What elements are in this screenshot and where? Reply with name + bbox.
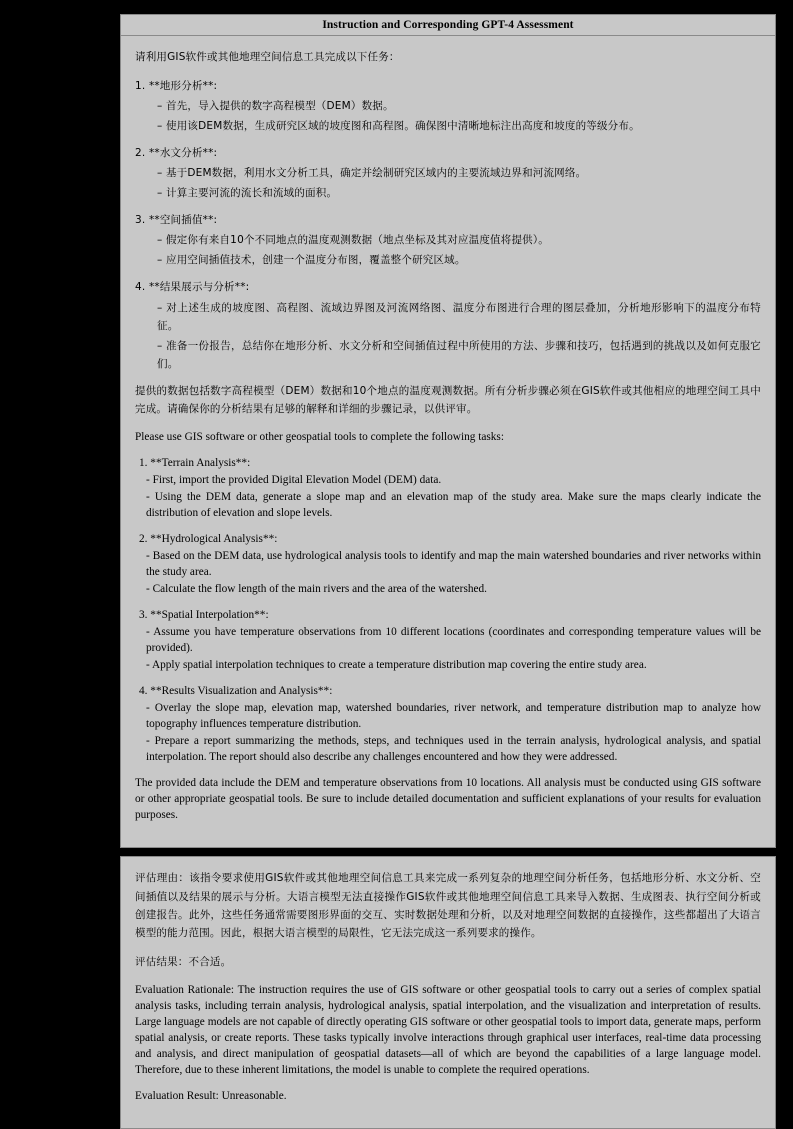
task-bullet: - Based on the DEM data, use hydrological analysis tools to identify and map the main watershed boundaries and river networks within the study area. — [146, 549, 761, 579]
assessment-result-cn: 评估结果：不合适。 — [135, 955, 232, 968]
task-bullet: - Prepare a report summarizing the methods, steps, and techniques used in the terrain analysis, hydrological analysis, and spatial interpolation. The report should also describe any challenges encountered and how they were addressed. — [146, 735, 761, 764]
assessment-chinese-block — [135, 869, 761, 970]
task-bullet: – 应用空间插值技术，创建一个温度分布图，覆盖整个研究区域。 — [157, 254, 466, 267]
instruction-en-task-4 — [135, 683, 761, 765]
task-bullet: – 基于DEM数据，利用水文分析工具，确定并绘制研究区域内的主要流域边界和河流网络。 — [157, 167, 587, 180]
assessment-result-en: Evaluation Result: Unreasonable. — [135, 1089, 287, 1102]
instruction-cn-intro: 请利用GIS软件或其他地理空间信息工具完成以下任务： — [135, 51, 400, 63]
task-heading: 1. **Terrain Analysis**: — [139, 456, 251, 469]
instruction-cn-task-1 — [135, 77, 761, 135]
instruction-en-task-1 — [135, 455, 761, 521]
instruction-cn-task-4 — [135, 278, 761, 372]
task-heading: 2. **水文分析**: — [135, 147, 218, 160]
instruction-en-closing: The provided data include the DEM and temperature observations from 10 locations. All analysis must be conducted using GIS software or other appropriate geospatial tools. Be sure to include detailed documentation and sufficient explanations of your results for evaluation purposes. — [135, 777, 761, 822]
task-bullet: - Calculate the flow length of the main rivers and the area of the watershed. — [146, 583, 487, 596]
task-heading: 4. **Results Visualization and Analysis**: — [139, 685, 333, 698]
instruction-chinese-block — [135, 48, 761, 418]
task-bullet: - Apply spatial interpolation techniques to create a temperature distribution map covering the entire study area. — [146, 659, 647, 672]
task-heading: 3. **Spatial Interpolation**: — [139, 609, 269, 622]
assessment-english-block — [135, 982, 761, 1104]
assessment-rationale-en: Evaluation Rationale: The instruction requires the use of GIS software or other geospatial tools to carry out a series of complex spatial analysis tasks, including terrain analysis, hydrological analysis, spatial interpolation, and the visualization and interpretation of results. Large language models are not capable of directly operating GIS software or other geospatial tools to import data, generate maps, perform spatial analysis, or create reports. These tasks typically involve interactions through graphical user interfaces, real-time data processing and analysis, and direct manipulation of geospatial datasets—all of which are beyond the capabilities of a large language model. Therefore, due to these inherent limitations, the model is unable to complete the required operations. — [135, 983, 761, 1076]
instruction-cn-closing: 提供的数据包括数字高程模型（DEM）数据和10个地点的温度观测数据。所有分析步骤必须在GIS软件或其他相应的地理空间工具中完成。请确保你的分析结果有足够的解释和详细的步骤记录，以供评审。 — [135, 384, 761, 415]
task-bullet: – 对上述生成的坡度图、高程图、流域边界图及河流网络图、温度分布图进行合理的图层叠加，分析地形影响下的温度分布特征。 — [157, 301, 761, 332]
task-bullet: – 假定你有来自10个不同地点的温度观测数据（地点坐标及其对应温度值将提供）。 — [157, 234, 549, 247]
task-bullet: - First, import the provided Digital Elevation Model (DEM) data. — [146, 473, 442, 486]
instruction-panel — [120, 36, 776, 848]
assessment-rationale-cn: 评估理由：该指令要求使用GIS软件或其他地理空间信息工具来完成一系列复杂的地理空间分析任务，包括地形分析、水文分析、空间插值以及结果的展示与分析。大语言模型无法直接操作GIS软件或其他地理空间信息工具来导入数据、生成图表、执行空间分析或创建报告。此外，这些任务通常需要图形界面的交互、实时数据处理和分析，以及对地理空间数据的直接操作，这些都超出了大语言模型的能力范围。因此，根据大语言模型的局限性，它无法完成这一系列要求的操作。 — [135, 872, 761, 939]
instruction-english-block — [135, 429, 761, 824]
task-bullet: – 准备一份报告，总结你在地形分析、水文分析和空间插值过程中所使用的方法、步骤和技巧，包括遇到的挑战以及如何克服它们。 — [157, 339, 761, 370]
instruction-cn-task-2 — [135, 144, 761, 202]
task-heading: 3. **空间插值**: — [135, 214, 218, 227]
task-heading: 1. **地形分析**: — [135, 80, 218, 93]
task-heading: 2. **Hydrological Analysis**: — [139, 532, 278, 545]
instruction-en-intro: Please use GIS software or other geospatial tools to complete the following tasks: — [135, 430, 504, 443]
task-heading: 4. **结果展示与分析**: — [135, 281, 250, 294]
instruction-en-task-3 — [135, 607, 761, 673]
document-page — [120, 14, 776, 1129]
instruction-cn-task-3 — [135, 211, 761, 269]
page-title: Instruction and Corresponding GPT-4 Assessment — [120, 14, 776, 36]
assessment-panel — [120, 856, 776, 1128]
task-bullet: - Assume you have temperature observations from 10 different locations (coordinates and corresponding temperature values will be provided). — [146, 626, 761, 655]
task-bullet: – 使用该DEM数据，生成研究区域的坡度图和高程图。确保图中清晰地标注出高度和坡度的等级分布。 — [157, 120, 640, 133]
task-bullet: - Using the DEM data, generate a slope map and an elevation map of the study area. Make sure the maps clearly indicate the distribution of elevation and slope levels. — [146, 490, 761, 519]
task-bullet: – 计算主要河流的流长和流域的面积。 — [157, 187, 338, 200]
instruction-en-task-2 — [135, 531, 761, 597]
task-bullet: – 首先，导入提供的数字高程模型（DEM）数据。 — [157, 100, 394, 113]
task-bullet: - Overlay the slope map, elevation map, watershed boundaries, river network, and temperature distribution map to analyze how topography influences temperature distribution. — [146, 702, 761, 731]
